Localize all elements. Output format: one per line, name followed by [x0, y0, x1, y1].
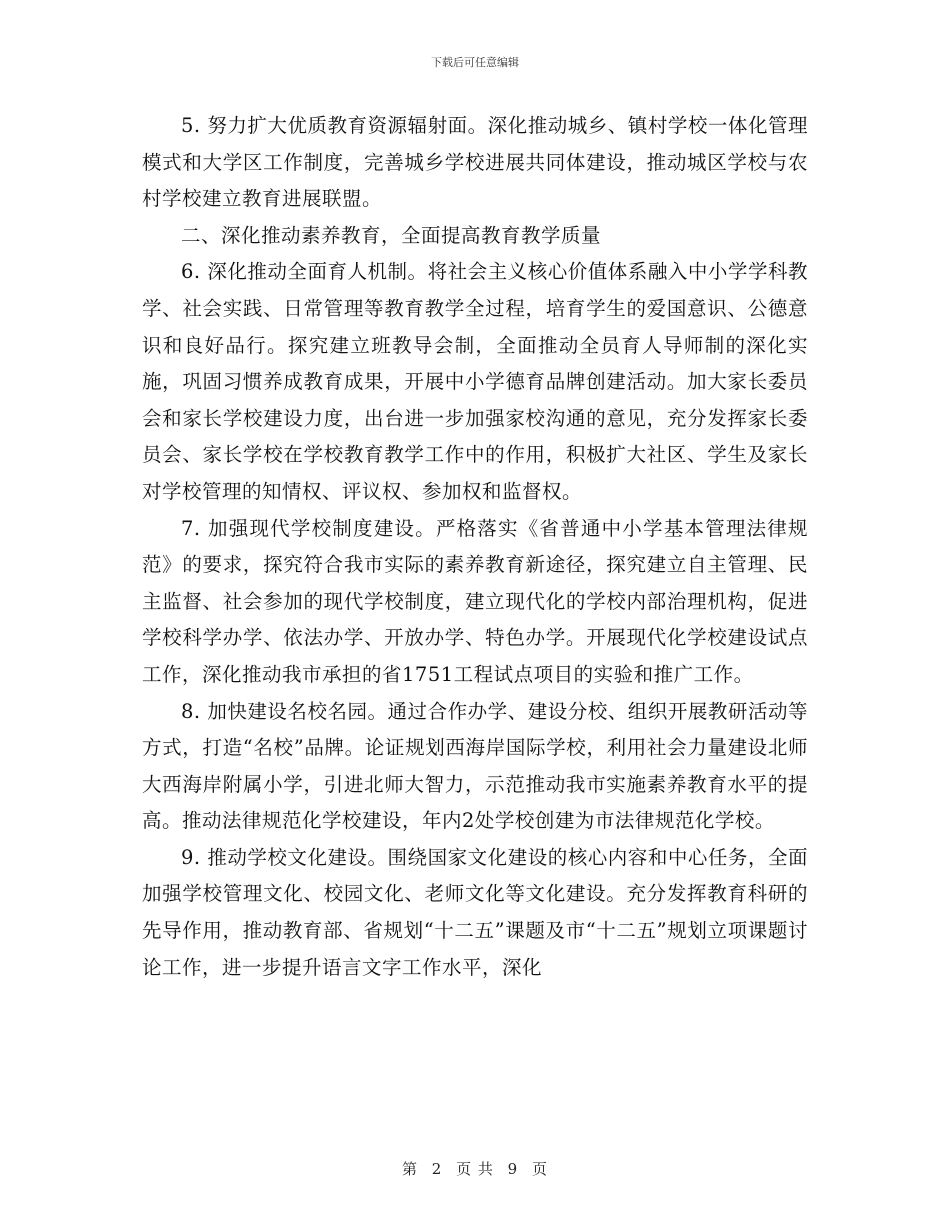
footer-suffix: 页 [532, 1160, 549, 1178]
body-text [142, 108, 808, 986]
header-note: 下载后可任意编辑 [431, 56, 519, 69]
footer-page-number: 2 [431, 1160, 443, 1178]
footer-middle: 页 共 [456, 1160, 494, 1178]
section-heading-2: 二、深化推动素养教育，全面提高教育教学质量 [181, 223, 602, 247]
footer-prefix: 第 [401, 1160, 418, 1178]
paragraph-6: 6. 深化推动全面育人机制。将社会主义核心价值体系融入中小学学科教学、社会实践、日常管理等教育教学全过程，培育学生的爱国意识、公德意识和良好品行。探究建立班教导会制，全面推动全员育人导师制的深化实施，巩固习惯养成教育成果，开展中小学德育品牌创建活动。加大家长委员会和家长学校建设力度，出台进一步加强家校沟通的意见，充分发挥家长委员会、家长学校在学校教育教学工作中的作用，积极扩大社区、学生及家长对学校管理的知情权、评议权、参加权和监督权。 [142, 260, 808, 503]
page-footer [0, 1158, 950, 1179]
footer-total-pages: 9 [507, 1160, 519, 1178]
paragraph-5: 5. 努力扩大优质教育资源辐射面。深化推动城乡、镇村学校一体化管理模式和大学区工作制度，完善城乡学校进展共同体建设，推动城区学校与农村学校建立教育进展联盟。 [142, 114, 808, 211]
paragraph-7: 7. 加强现代学校制度建设。严格落实《省普通中小学基本管理法律规范》的要求，探究符合我市实际的素养教育新途径，探究建立自主管理、民主监督、社会参加的现代学校制度，建立现代化的学校内部治理机构，促进学校科学办学、依法办学、开放办学、特色办学。开展现代化学校建设试点工作，深化推动我市承担的省1751工程试点项目的实验和推广工作。 [142, 516, 808, 686]
paragraph-9: 9. 推动学校文化建设。围绕国家文化建设的核心内容和中心任务，全面加强学校管理文化、校园文化、老师文化等文化建设。充分发挥教育科研的先导作用，推动教育部、省规划“十二五”课题及市“十二五”规划立项课题讨论工作，进一步提升语言文字工作水平，深化 [142, 845, 808, 979]
paragraph-8: 8. 加快建设名校名园。通过合作办学、建设分校、组织开展教研活动等方式，打造“名校”品牌。论证规划西海岸国际学校，利用社会力量建设北师大西海岸附属小学，引进北师大智力，示范推动我市实施素养教育水平的提高。推动法律规范化学校建设，年内2处学校创建为市法律规范化学校。 [142, 699, 808, 833]
